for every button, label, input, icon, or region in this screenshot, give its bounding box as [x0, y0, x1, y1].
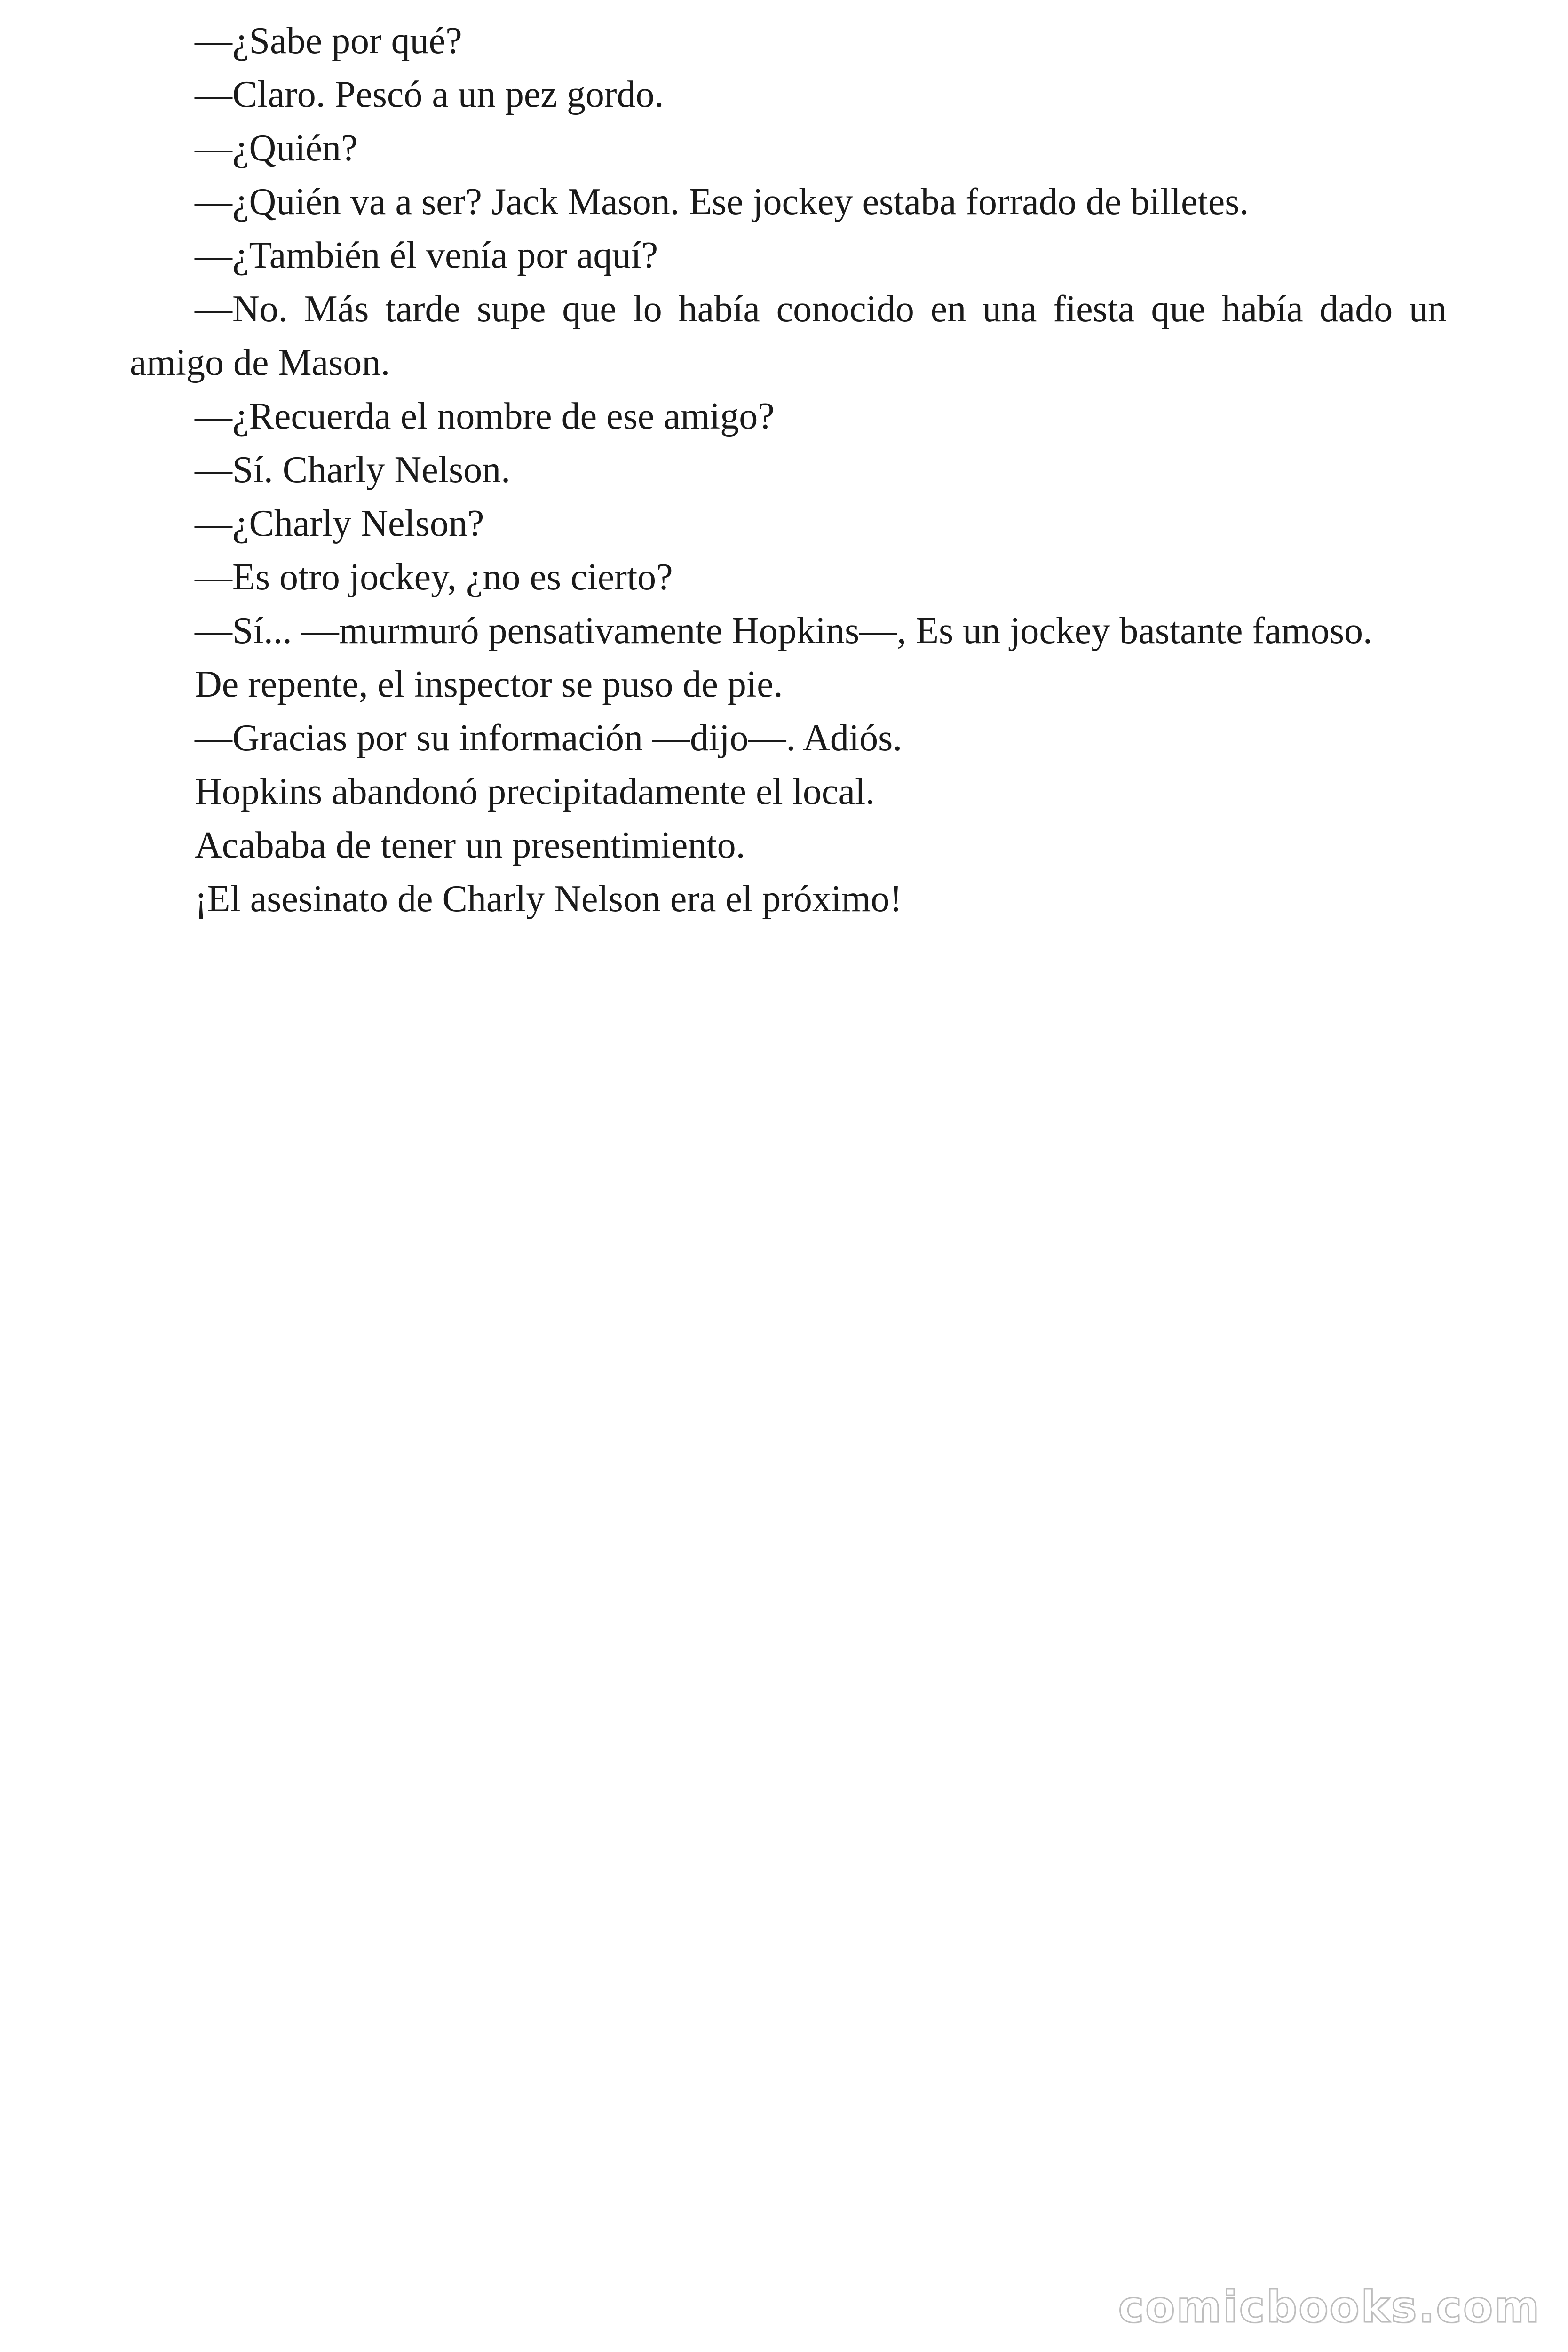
paragraph-4: —¿Quién va a ser? Jack Mason. Ese jockey estaba forrado de billetes. — [195, 181, 1249, 222]
body-text — [130, 14, 1447, 926]
paragraph-15: Acababa de tener un presentimiento. — [195, 825, 745, 866]
watermark: comicbooks.com — [1118, 2282, 1541, 2332]
paragraph-8: —Sí. Charly Nelson. — [195, 449, 511, 491]
paragraph-9: —¿Charly Nelson? — [195, 503, 484, 544]
paragraph-1: —¿Sabe por qué? — [195, 20, 462, 62]
paragraph-2: —Claro. Pescó a un pez gordo. — [195, 74, 664, 115]
paragraph-6: —No. Más tarde supe que lo había conocido en una fiesta que había dado un amigo de Mason. — [130, 288, 1447, 383]
paragraph-13: —Gracias por su información —dijo—. Adiós. — [195, 717, 903, 759]
paragraph-11: —Sí... —murmuró pensativamente Hopkins—, Es un jockey bastante famoso. — [195, 610, 1373, 652]
paragraph-5: —¿También él venía por aquí? — [195, 235, 658, 276]
paragraph-7: —¿Recuerda el nombre de ese amigo? — [195, 396, 775, 437]
paragraph-16: ¡El asesinato de Charly Nelson era el próximo! — [195, 878, 902, 920]
paragraph-12: De repente, el inspector se puso de pie. — [195, 664, 783, 705]
paragraph-10: —Es otro jockey, ¿no es cierto? — [195, 556, 673, 598]
paragraph-3: —¿Quién? — [195, 127, 358, 169]
paragraph-14: Hopkins abandonó precipitadamente el local. — [195, 771, 875, 812]
